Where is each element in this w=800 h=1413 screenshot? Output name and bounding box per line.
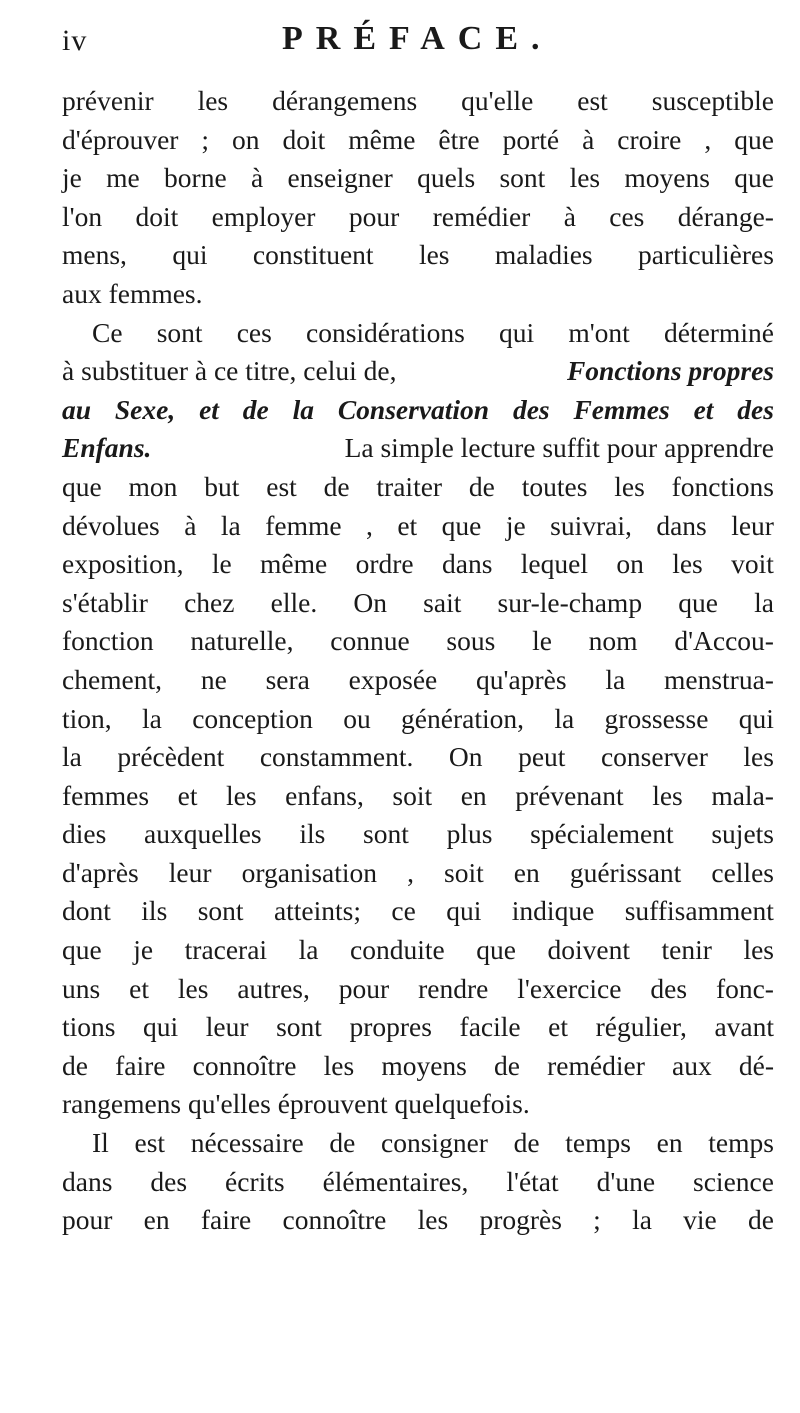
text-line: pour en faire connoître les progrès ; la vie de bbox=[62, 1204, 774, 1236]
text-line: dans des écrits élémentaires, l'état d'une science bbox=[62, 1165, 774, 1197]
text-line: l'on doit employer pour remédier à ces dérange- bbox=[62, 200, 774, 232]
page-number: iv bbox=[62, 24, 88, 57]
text-line: chement, ne sera exposée qu'après la menstrua- bbox=[62, 663, 774, 695]
text-line: dies auxquelles ils sont plus spécialement sujets bbox=[62, 818, 774, 850]
text-line: d'éprouver ; on doit même être porté à croire , que bbox=[62, 123, 774, 155]
text-line: au Sexe, et de la Conservation des Femmes et des bbox=[62, 393, 774, 425]
text-line: aux femmes. bbox=[62, 277, 203, 309]
text-line: femmes et les enfans, soit en prévenant les mala- bbox=[62, 779, 774, 811]
text-line: à substituer à ce titre, celui de, Fonctions propres bbox=[62, 352, 774, 391]
text-line: Il est nécessaire de consigner de temps en temps bbox=[92, 1127, 774, 1159]
text-line: fonction naturelle, connue sous le nom d'Accou- bbox=[62, 625, 774, 657]
text-line: de faire connoître les moyens de remédier aux dé- bbox=[62, 1049, 774, 1081]
text-line: rangemens qu'elles éprouvent quelquefois. bbox=[62, 1088, 530, 1120]
italic-title: Fonctions propres bbox=[566, 355, 774, 387]
running-head bbox=[62, 20, 762, 64]
text-line: mens, qui constituent les maladies particulières bbox=[62, 239, 774, 271]
text-line: dévolues à la femme , et que je suivrai, dans leur bbox=[62, 509, 774, 541]
text-line: que mon but est de traiter de toutes les fonctions bbox=[62, 470, 774, 502]
text-line: que je tracerai la conduite que doivent tenir les bbox=[62, 934, 774, 966]
text-line: dont ils sont atteints; ce qui indique suffisamment bbox=[62, 895, 774, 927]
text-line: d'après leur organisation , soit en guérissant celles bbox=[62, 856, 774, 888]
text-line: Ce sont ces considérations qui m'ont déterminé bbox=[92, 316, 774, 348]
text-line: tion, la conception ou génération, la grossesse qui bbox=[62, 702, 774, 734]
running-title: PRÉFACE. bbox=[282, 20, 553, 57]
text-line: je me borne à enseigner quels sont les moyens que bbox=[62, 162, 774, 194]
text-line: uns et les autres, pour rendre l'exercice des fonc- bbox=[62, 972, 774, 1004]
text-line: prévenir les dérangemens qu'elle est susceptible bbox=[62, 85, 774, 116]
text-line: tions qui leur sont propres facile et régulier, avant bbox=[62, 1011, 774, 1043]
text-line: exposition, le même ordre dans lequel on les voit bbox=[62, 548, 774, 580]
text-line: Enfans. La simple lecture suffit pour apprendre bbox=[62, 432, 774, 464]
body-text bbox=[62, 82, 774, 1240]
text-line: la précèdent constamment. On peut conserver les bbox=[62, 741, 774, 773]
text-line: s'établir chez elle. On sait sur-le-champ que la bbox=[62, 586, 774, 618]
